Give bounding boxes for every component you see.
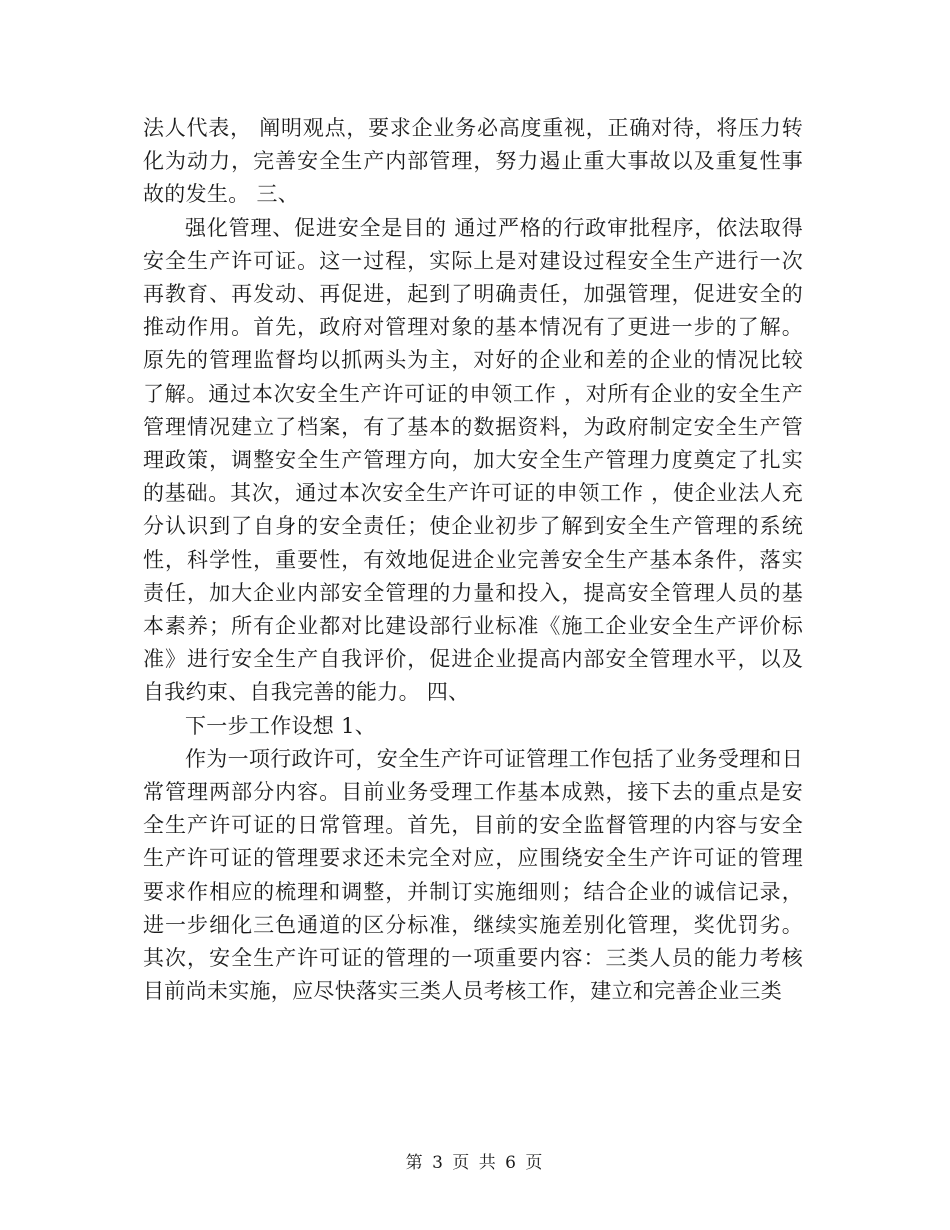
paragraph-3: 下一步工作设想 1、 <box>185 713 377 738</box>
page-number-footer: 第 3 页 共 6 页 <box>405 1153 545 1173</box>
paragraph-1: 法人代表， 阐明观点，要求企业务必高度重视，正确对待，将压力转化为动力，完善安全生产内部管理，努力遏止重大事故以及重复性事故的发生。 三、 <box>143 116 803 207</box>
paragraph-4: 作为一项行政许可，安全生产许可证管理工作包括了业务受理和日常管理两部分内容。目前业务受理工作基本成熟，接下去的重点是安全生产许可证的日常管理。首先，目前的安全监督管理的内容与安全生产许可证的管理要求还未完全对应，应围绕安全生产许可证的管理要求作相应的梳理和调整，并制订实施细则；结合企业的诚信记录，进一步细化三色通道的区分标准，继续实施差别化管理，奖优罚劣。其次，安全生产许可证的管理的一项重要内容：三类人员的能力考核目前尚未实施，应尽快落实三类人员考核工作，建立和完善企业三类 <box>143 746 803 1004</box>
paragraph-2: 强化管理、促进安全是目的 通过严格的行政审批程序，依法取得安全生产许可证。这一过程，实际上是对建设过程安全生产进行一次再教育、再发动、再促进，起到了明确责任，加强管理，促进安全的推动作用。首先，政府对管理对象的基本情况有了更进一步的了解。原先的管理监督均以抓两头为主，对好的企业和差的企业的情况比较了解。通过本次安全生产许可证的申领工作 ，对所有企业的安全生产管理情况建立了档案，有了基本的数据资料，为政府制定安全生产管理政策，调整安全生产管理方向，加大安全生产管理力度奠定了扎实的基础。其次，通过本次安全生产许可证的申领工作 ，使企业法人充分认识到了自身的安全责任；使企业初步了解到安全生产管理的系统性，科学性，重要性，有效地促进企业完善安全生产基本条件，落实责任，加大企业内部安全管理的力量和投入，提高安全管理人员的基本素养；所有企业都对比建设部行业标准《施工企业安全生产评价标准》进行安全生产自我评价，促进企业提高内部安全管理水平，以及自我约束、自我完善的能力。 四、 <box>143 215 803 705</box>
document-body <box>143 112 803 1008</box>
